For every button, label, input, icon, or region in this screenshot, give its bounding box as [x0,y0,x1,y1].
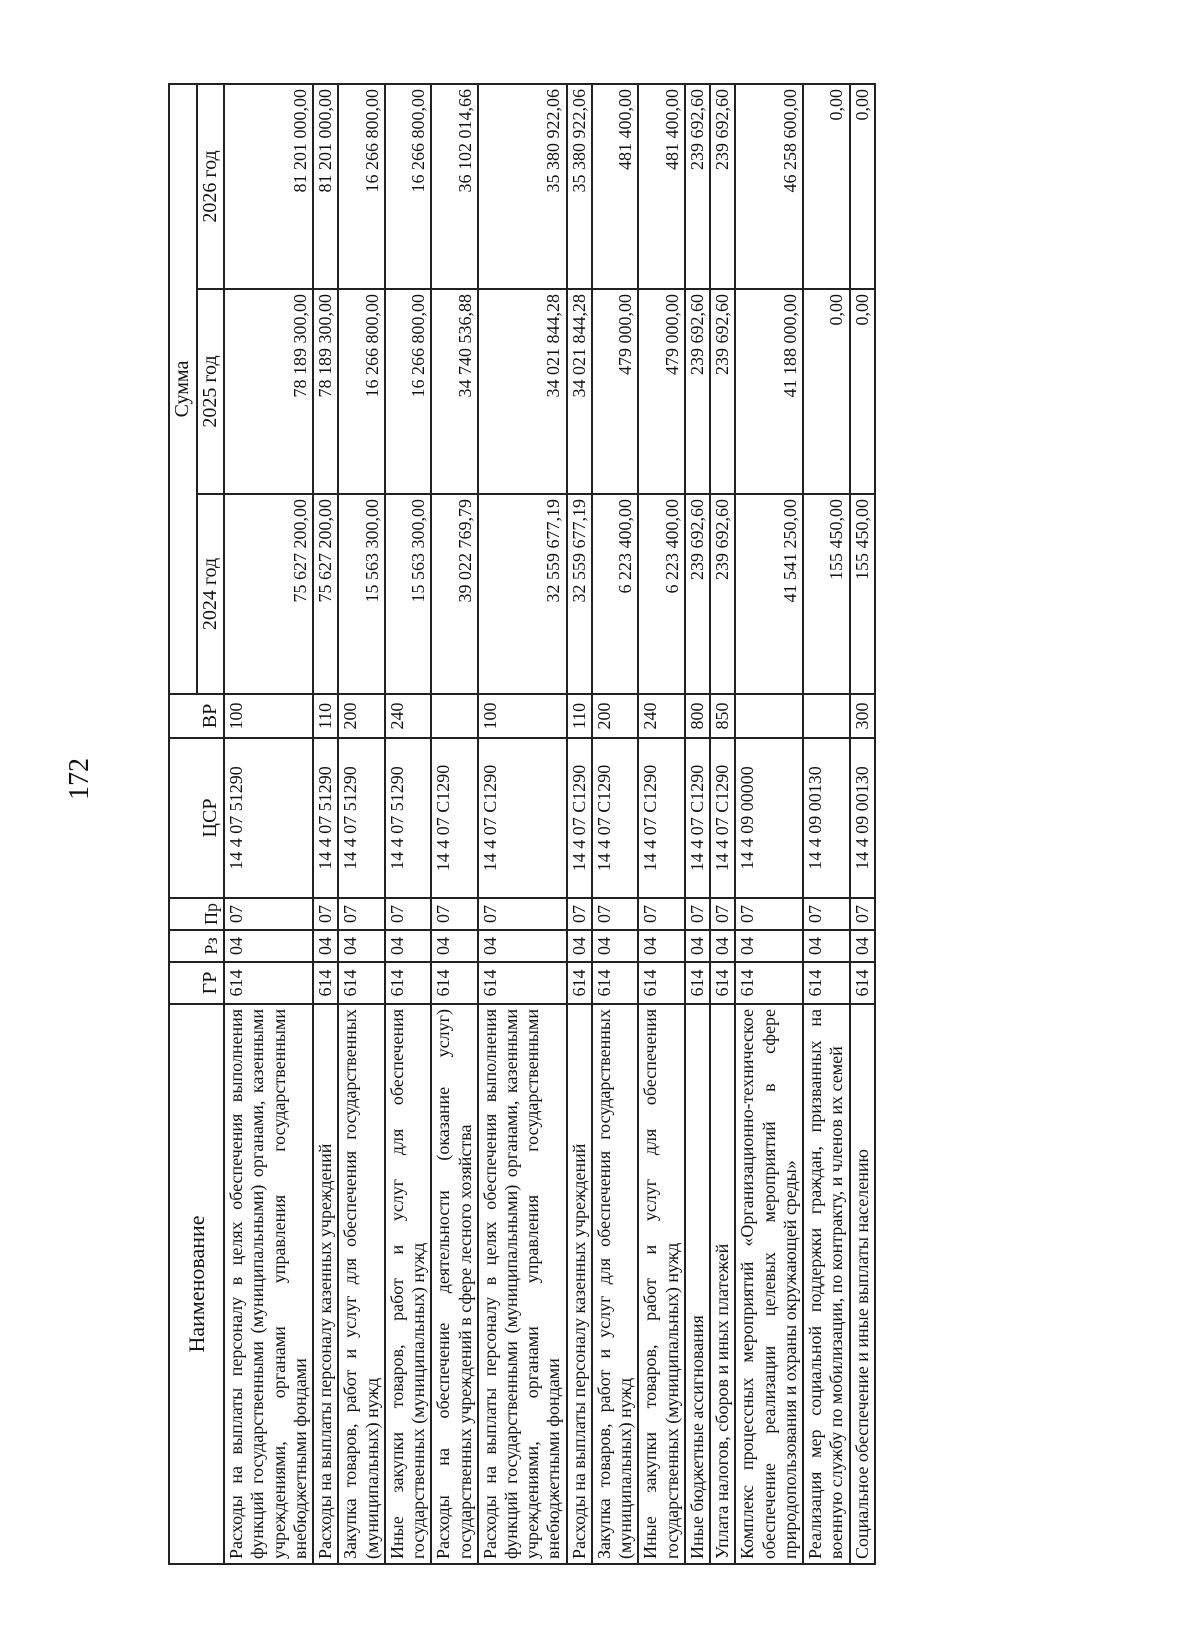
table-body [224,84,875,1564]
row-vr [803,694,849,738]
row-rz: 04 [803,930,849,962]
row-gr: 614 [803,962,849,1004]
header-gr: ГР [169,962,224,1004]
row-2024: 155 450,00 [803,494,849,694]
row-vr: 100 [478,694,567,738]
row-2025: 34 021 844,28 [567,289,592,494]
row-2024: 32 559 677,19 [567,494,592,694]
row-gr: 614 [638,962,684,1004]
row-csr: 14 4 07 С1290 [710,738,735,898]
table-row [385,84,431,1564]
row-name: Закупка товаров, работ и услуг для обеспечения государственных (муниципальных) нужд [338,1004,384,1564]
row-2025: 34 021 844,28 [478,289,567,494]
page-number: 172 [64,758,95,800]
header-vr: ВР [169,694,224,738]
row-2026: 35 380 922,06 [478,84,567,289]
row-csr: 14 4 07 51290 [224,738,313,898]
row-pr: 07 [685,898,710,930]
row-pr: 07 [313,898,338,930]
row-2024: 6 223 400,00 [592,494,638,694]
row-2024: 32 559 677,19 [478,494,567,694]
row-csr: 14 4 07 51290 [313,738,338,898]
row-csr: 14 4 07 С1290 [567,738,592,898]
row-2025: 239 692,60 [685,289,710,494]
row-2025: 34 740 536,88 [431,289,477,494]
row-csr: 14 4 07 С1290 [431,738,477,898]
row-name: Закупка товаров, работ и услуг для обеспечения государственных (муниципальных) нужд [592,1004,638,1564]
table-header [169,84,224,1564]
row-name: Иные закупки товаров, работ и услуг для обеспечения государственных (муниципальных) нужд [385,1004,431,1564]
row-2025: 16 266 800,00 [385,289,431,494]
row-pr: 07 [592,898,638,930]
row-2024: 239 692,60 [685,494,710,694]
table-row [567,84,592,1564]
row-name: Расходы на выплаты персоналу в целях обеспечения выполнения функций государственными (муниципальными) органами, казенными учреждениями, органами управления государственными внебюджетными фондами [478,1004,567,1564]
row-pr: 07 [803,898,849,930]
row-rz: 04 [638,930,684,962]
row-pr: 07 [338,898,384,930]
row-csr: 14 4 07 51290 [385,738,431,898]
row-2026: 239 692,60 [710,84,735,289]
row-2024: 75 627 200,00 [224,494,313,694]
row-csr: 14 4 07 С1290 [638,738,684,898]
row-name: Реализация мер социальной поддержки граждан, призванных на военную службу по мобилизации, по контракту, и членов их семей [803,1004,849,1564]
row-pr: 07 [385,898,431,930]
table-row [710,84,735,1564]
row-2026: 0,00 [850,84,875,289]
row-name: Иные закупки товаров, работ и услуг для обеспечения государственных (муниципальных) нужд [638,1004,684,1564]
row-gr: 614 [431,962,477,1004]
row-pr: 07 [431,898,477,930]
row-2024: 75 627 200,00 [313,494,338,694]
row-2025: 479 000,00 [638,289,684,494]
row-2026: 35 380 922,06 [567,84,592,289]
row-rz: 04 [385,930,431,962]
table-row [313,84,338,1564]
row-gr: 614 [338,962,384,1004]
row-rz: 04 [710,930,735,962]
row-pr: 07 [224,898,313,930]
row-2025: 78 189 300,00 [224,289,313,494]
row-2026: 81 201 000,00 [224,84,313,289]
row-vr: 110 [567,694,592,738]
row-rz: 04 [478,930,567,962]
row-2026: 239 692,60 [685,84,710,289]
row-gr: 614 [567,962,592,1004]
table-row [850,84,875,1564]
row-pr: 07 [710,898,735,930]
row-gr: 614 [313,962,338,1004]
row-2026: 46 258 600,00 [735,84,803,289]
row-2024: 15 563 300,00 [385,494,431,694]
row-rz: 04 [313,930,338,962]
row-2025: 0,00 [850,289,875,494]
row-rz: 04 [850,930,875,962]
row-name: Иные бюджетные ассигнования [685,1004,710,1564]
table-row [735,84,803,1564]
row-pr: 07 [735,898,803,930]
row-name: Расходы на выплаты персоналу казенных учреждений [567,1004,592,1564]
row-gr: 614 [850,962,875,1004]
table-row [638,84,684,1564]
header-2026: 2026 год [197,84,225,289]
row-name: Социальное обеспечение и иные выплаты населению [850,1004,875,1564]
row-name: Расходы на выплаты персоналу в целях обеспечения выполнения функций государственными (муниципальными) органами, казенными учреждениями, органами управления государственными внебюджетными фондами [224,1004,313,1564]
row-2024: 239 692,60 [710,494,735,694]
row-vr [735,694,803,738]
row-gr: 614 [385,962,431,1004]
header-csr: ЦСР [169,738,224,898]
row-gr: 614 [478,962,567,1004]
row-rz: 04 [685,930,710,962]
budget-table [168,83,876,1565]
row-pr: 07 [567,898,592,930]
row-2026: 16 266 800,00 [385,84,431,289]
row-vr: 300 [850,694,875,738]
header-name: Наименование [169,1004,224,1564]
row-2025: 0,00 [803,289,849,494]
row-pr: 07 [850,898,875,930]
row-rz: 04 [567,930,592,962]
row-csr: 14 4 09 00000 [735,738,803,898]
row-vr: 240 [385,694,431,738]
table-row [478,84,567,1564]
row-gr: 614 [735,962,803,1004]
table-row [803,84,849,1564]
table-row [224,84,313,1564]
header-sum: Сумма [169,84,197,694]
rotated-table-container [168,85,1148,1565]
row-2025: 16 266 800,00 [338,289,384,494]
row-csr: 14 4 09 00130 [850,738,875,898]
row-vr: 800 [685,694,710,738]
row-2025: 78 189 300,00 [313,289,338,494]
row-2025: 479 000,00 [592,289,638,494]
row-vr: 200 [592,694,638,738]
header-rz: Рз [169,930,224,962]
row-vr: 110 [313,694,338,738]
row-gr: 614 [685,962,710,1004]
header-pr: Пр [169,898,224,930]
table-row [431,84,477,1564]
row-gr: 614 [592,962,638,1004]
row-rz: 04 [592,930,638,962]
row-gr: 614 [224,962,313,1004]
table-row [592,84,638,1564]
row-name: Комплекс процессных мероприятий «Организационно-техническое обеспечение реализации целевых мероприятий в сфере природопользования и охраны окружающей среды» [735,1004,803,1564]
row-2025: 239 692,60 [710,289,735,494]
row-2026: 0,00 [803,84,849,289]
row-vr [431,694,477,738]
row-pr: 07 [638,898,684,930]
row-2026: 16 266 800,00 [338,84,384,289]
row-csr: 14 4 07 51290 [338,738,384,898]
row-2024: 41 541 250,00 [735,494,803,694]
row-vr: 850 [710,694,735,738]
row-csr: 14 4 07 С1290 [478,738,567,898]
row-csr: 14 4 07 С1290 [685,738,710,898]
row-rz: 04 [224,930,313,962]
header-2025: 2025 год [197,289,225,494]
row-pr: 07 [478,898,567,930]
row-vr: 100 [224,694,313,738]
row-rz: 04 [338,930,384,962]
row-gr: 614 [710,962,735,1004]
row-name: Расходы на обеспечение деятельности (оказание услуг) государственных учреждений в сфере лесного хозяйства [431,1004,477,1564]
row-name: Уплата налогов, сборов и иных платежей [710,1004,735,1564]
row-2026: 481 400,00 [592,84,638,289]
row-csr: 14 4 07 С1290 [592,738,638,898]
row-2026: 481 400,00 [638,84,684,289]
row-2026: 36 102 014,66 [431,84,477,289]
row-2025: 41 188 000,00 [735,289,803,494]
row-rz: 04 [431,930,477,962]
row-name: Расходы на выплаты персоналу казенных учреждений [313,1004,338,1564]
row-rz: 04 [735,930,803,962]
header-2024: 2024 год [197,494,225,694]
row-vr: 240 [638,694,684,738]
row-csr: 14 4 09 00130 [803,738,849,898]
row-2026: 81 201 000,00 [313,84,338,289]
row-2024: 6 223 400,00 [638,494,684,694]
row-2024: 15 563 300,00 [338,494,384,694]
table-row [685,84,710,1564]
table-row [338,84,384,1564]
row-vr: 200 [338,694,384,738]
row-2024: 39 022 769,79 [431,494,477,694]
row-2024: 155 450,00 [850,494,875,694]
